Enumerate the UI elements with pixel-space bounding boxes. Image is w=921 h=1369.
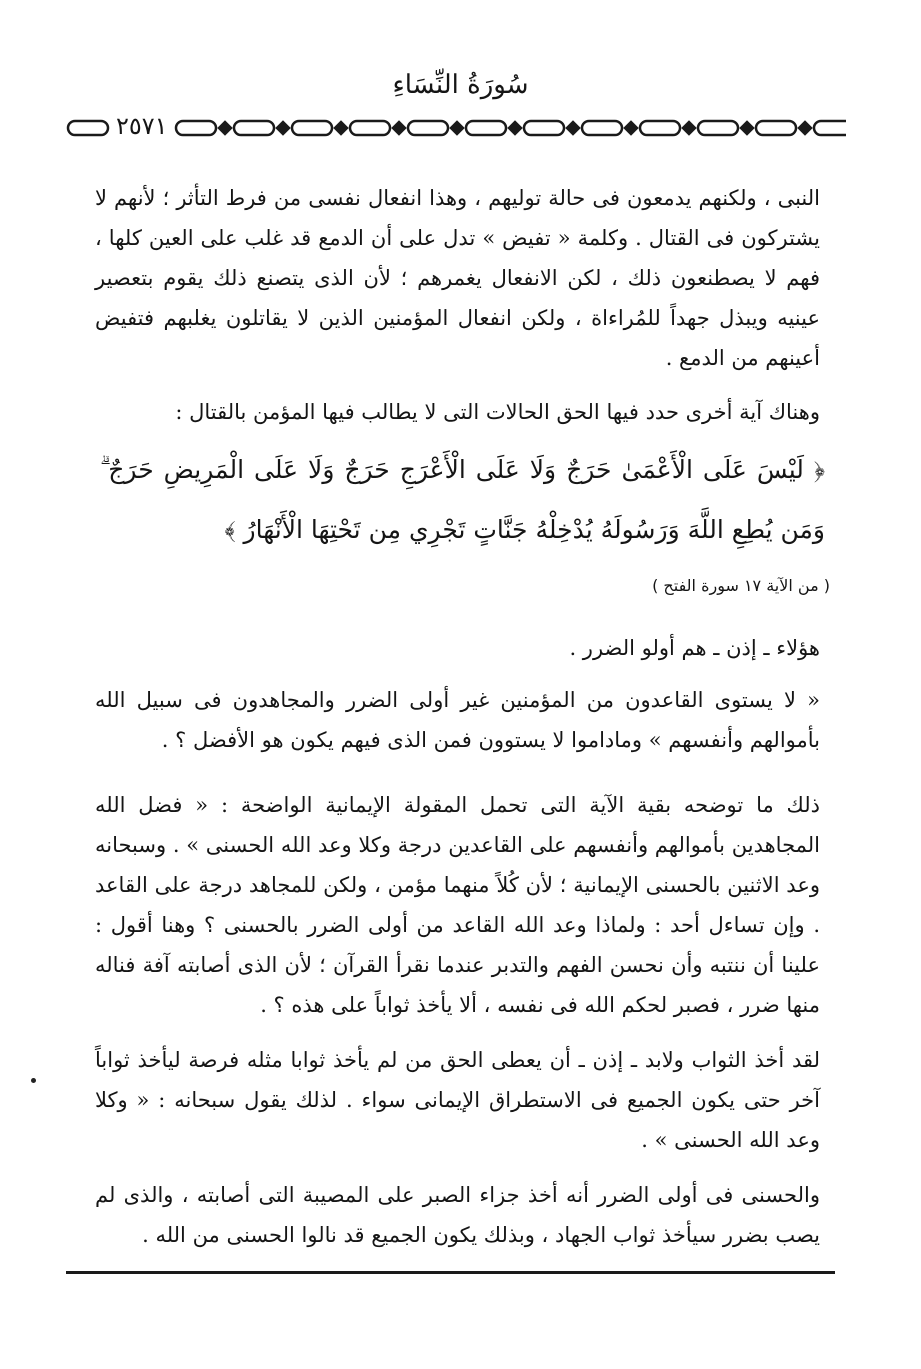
ornament-diamond xyxy=(451,122,463,134)
ink-speck xyxy=(31,1078,36,1083)
quran-verse: ﴿ لَيْسَ عَلَى الْأَعْمَىٰ حَرَجٌ وَلَا عَلَى الْأَعْرَجِ حَرَجٌ وَلَا عَلَى الْمَرِيضِ حَرَجٌ ۗ وَمَن يُطِعِ اللَّهَ وَرَسُولَهُ يُدْخِلْهُ جَنَّاتٍ تَجْرِي مِن تَحْتِهَا الْأَنْهَارُ ﴾ xyxy=(100,455,825,544)
ornament-diamond xyxy=(277,122,289,134)
ornament-oval xyxy=(466,121,506,135)
ornament-oval xyxy=(176,121,216,135)
ornament-oval xyxy=(756,121,796,135)
ornament-oval xyxy=(582,121,622,135)
ornament-oval xyxy=(524,121,564,135)
ornament-oval xyxy=(234,121,274,135)
footer-rule xyxy=(66,1271,835,1274)
ornament-diamond xyxy=(567,122,579,134)
ornament-diamond xyxy=(683,122,695,134)
page-number: ٢٥٧١ xyxy=(112,112,172,140)
ornament-oval xyxy=(640,121,680,135)
ornament-oval xyxy=(814,121,846,135)
ornament-diamond xyxy=(625,122,637,134)
paragraph-6: لقد أخذ الثواب ولابد ـ إذن ـ أن يعطى الحق من لم يأخذ ثوابا مثله فرصة ليأخذ ثواباً آخر حتى يكون الجميع فى الاستطراق الإيمانى سواء . لذلك يقول سبحانه : « وكلا وعد الله الحسنى » . xyxy=(95,1048,820,1152)
ornament-oval xyxy=(698,121,738,135)
ornament-diamond xyxy=(799,122,811,134)
ornament-oval xyxy=(350,121,390,135)
ornament-diamond xyxy=(219,122,231,134)
ornament-oval xyxy=(408,121,448,135)
ornament-oval xyxy=(292,121,332,135)
ornament-oval xyxy=(68,121,108,135)
ornament-diamond xyxy=(335,122,347,134)
surah-title: سُورَةُ النِّسَاءِ xyxy=(392,70,529,100)
paragraph-2: وهناك آية أخرى حدد فيها الحق الحالات التى لا يطالب فيها المؤمن بالقتال : xyxy=(175,400,820,424)
ornament-diamond xyxy=(393,122,405,134)
paragraph-4: « لا يستوى القاعدون من المؤمنين غير أولى الضرر والمجاهدون فى سبيل الله بأموالهم وأنفسهم » وماداموا لا يستوون فمن الذى فيهم يكون هو الأفضل ؟ . xyxy=(95,688,820,752)
paragraph-3: هؤلاء ـ إذن ـ هم أولو الضرر . xyxy=(569,636,820,660)
ornament-diamond xyxy=(509,122,521,134)
paragraph-7: والحسنى فى أولى الضرر أنه أخذ جزاء الصبر على المصيبة التى أصابته ، والذى لم يصب بضرر سيأخذ ثواب الجهاد ، وبذلك يكون الجميع قد نالوا الحسنى من الله . xyxy=(95,1183,820,1247)
verse-reference: ( من الآية ١٧ سورة الفتح ) xyxy=(652,576,830,595)
paragraph-1: النبى ، ولكنهم يدمعون فى حالة توليهم ، وهذا انفعال نفسى من فرط التأثر ؛ لأنهم لا يشتركون فى القتال . وكلمة « تفيض » تدل على أن الدمع قد غلب على العين كلها ، فهم لا يصطنعون ذلك ، لكن الانفعال يغمرهم ؛ لأن الذى يتصنع ذلك يقوم بتعصير عينيه ويبذل جهداً للمُراءاة ، ولكن انفعال المؤمنين الذين لا يقاتلون يغلبهم فتفيض أعينهم من الدمع . xyxy=(95,186,820,370)
ornamental-header-band xyxy=(66,114,846,142)
ornament-diamond xyxy=(741,122,753,134)
paragraph-5: ذلك ما توضحه بقية الآية التى تحمل المقولة الإيمانية الواضحة : « فضل الله المجاهدين بأموالهم وأنفسهم على القاعدين درجة وكلا وعد الله الحسنى » . وسبحانه وعد الاثنين بالحسنى الإيمانية ؛ لأن كُلاً منهما مؤمن ، ولكن للمجاهد درجة على القاعد . وإن تساءل أحد : ولماذا وعد الله القاعد من أولى الضرر بالحسنى ؟ وهنا أقول : علينا أن ننتبه وأن نحسن الفهم والتدبر عندما نقرأ القرآن ؛ لأن الذى أصابته آفة فناله منها ضرر ، فصبر لحكم الله فى نفسه ، ألا يأخذ ثواباً على هذه ؟ . xyxy=(95,793,820,1017)
